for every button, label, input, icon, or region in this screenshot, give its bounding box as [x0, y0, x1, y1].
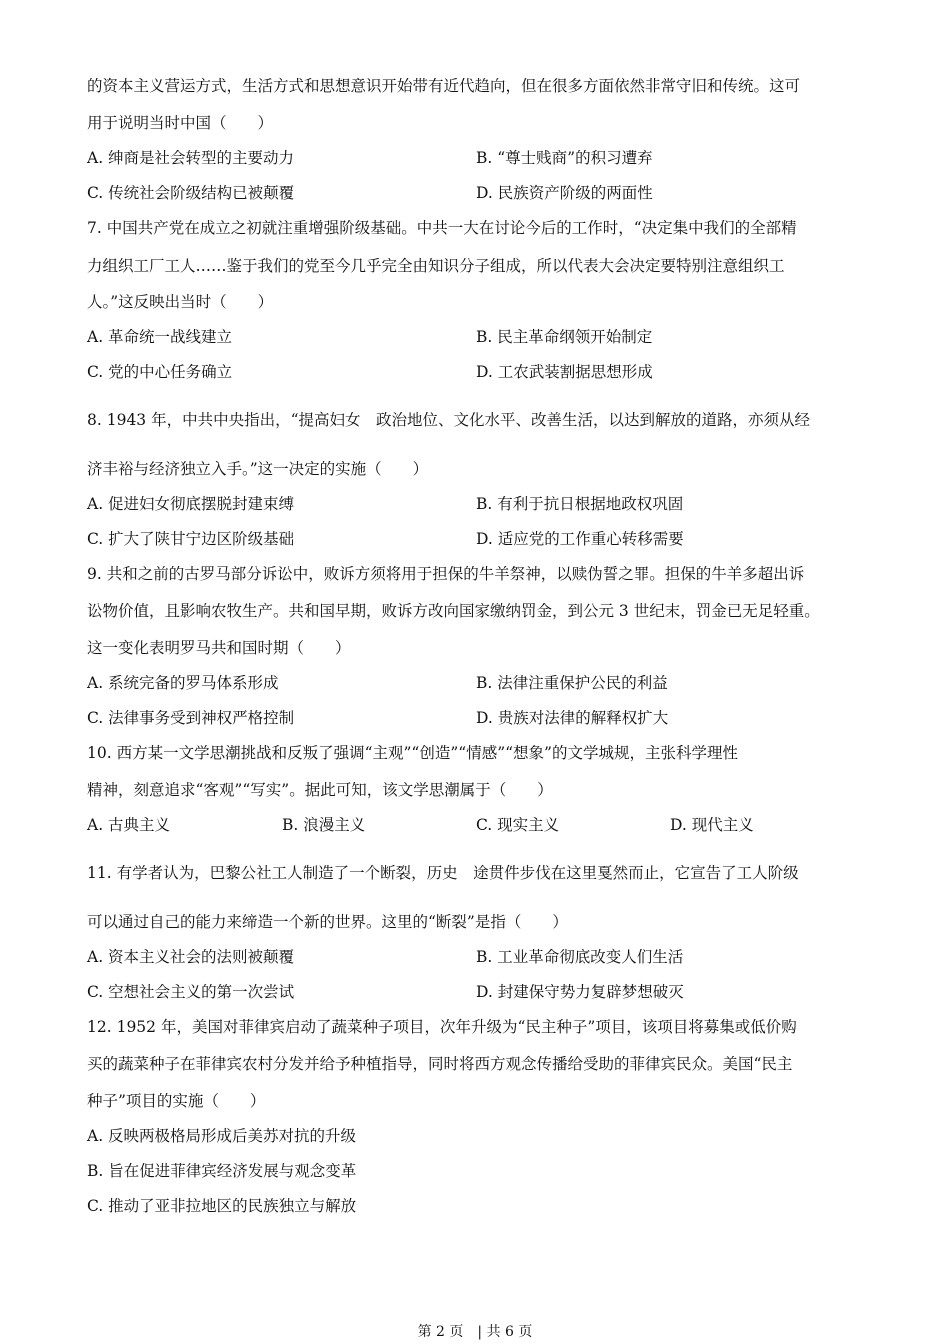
q12-option-b: B. 旨在促进菲律宾经济发展与观念变革 — [87, 1162, 357, 1180]
q6-stem-line-1: 的资本主义营运方式，生活方式和思想意识开始带有近代趋向，但在很多方面依然非常守旧和传统。这可 — [87, 77, 801, 95]
q6-stem-line-2: 用于说明当时中国（ ） — [87, 114, 274, 132]
q12-stem-line-3: 种子”项目的实施（ ） — [87, 1092, 266, 1110]
q7-option-a: A. 革命统一战线建立 — [87, 328, 233, 346]
q8-stem-line-1: 8. 1943 年，中共中央指出，“提高妇女 政治地位、文化水平、改善生活，以达到解放的道路，亦须从经 — [87, 411, 811, 429]
q10-option-a: A. 古典主义 — [87, 816, 171, 834]
q7-stem-line-3: 人。”这反映出当时（ ） — [87, 293, 274, 311]
q8-stem-line-2: 济丰裕与经济独立入手。”这一决定的实施（ ） — [87, 460, 429, 478]
q11-option-d: D. 封建保守势力复辟梦想破灭 — [476, 983, 684, 1001]
q7-option-c: C. 党的中心任务确立 — [87, 363, 233, 381]
q11-stem-line-2: 可以通过自己的能力来缔造一个新的世界。这里的“断裂”是指（ ） — [87, 913, 568, 931]
q6-option-a: A. 绅商是社会转型的主要动力 — [87, 149, 295, 167]
q6-option-c: C. 传统社会阶级结构已被颠覆 — [87, 184, 295, 202]
q10-option-c: C. 现实主义 — [476, 816, 560, 834]
q10-option-b: B. 浪漫主义 — [282, 816, 366, 834]
q10-option-d: D. 现代主义 — [670, 816, 754, 834]
q9-option-a: A. 系统完备的罗马体系形成 — [87, 674, 279, 692]
q8-option-a: A. 促进妇女彻底摆脱封建束缚 — [87, 495, 295, 513]
q9-option-c: C. 法律事务受到神权严格控制 — [87, 709, 295, 727]
q6-option-b: B. “尊士贱商”的积习遭弃 — [476, 149, 653, 167]
q7-option-d: D. 工农武装割据思想形成 — [476, 363, 653, 381]
q12-stem-line-1: 12. 1952 年，美国对菲律宾启动了蔬菜种子项目，次年升级为“民主种子”项目，该项目将募集或低价购 — [87, 1018, 797, 1036]
q7-option-b: B. 民主革命纲领开始制定 — [476, 328, 653, 346]
q9-option-b: B. 法律注重保护公民的利益 — [476, 674, 668, 692]
q9-option-d: D. 贵族对法律的解释权扩大 — [476, 709, 669, 727]
q11-option-c: C. 空想社会主义的第一次尝试 — [87, 983, 295, 1001]
q12-option-c: C. 推动了亚非拉地区的民族独立与解放 — [87, 1197, 357, 1215]
q8-option-b: B. 有利于抗日根据地政权巩固 — [476, 495, 684, 513]
q9-stem-line-2: 讼物价值，且影响农牧生产。共和国早期，败诉方改向国家缴纳罚金，到公元 3 世纪末，罚金已无足轻重。 — [87, 602, 820, 620]
q11-option-b: B. 工业革命彻底改变人们生活 — [476, 948, 684, 966]
page-footer: 第 2 页 | 共 6 页 — [417, 1324, 533, 1340]
q12-stem-line-2: 买的蔬菜种子在菲律宾农村分发并给予种植指导，同时将西方观念传播给受助的菲律宾民众。美国“民主 — [87, 1055, 793, 1073]
q7-stem-line-2: 力组织工厂工人……鉴于我们的党至今几乎完全由知识分子组成，所以代表大会决定要特别注意组织工 — [87, 257, 785, 275]
q11-stem-line-1: 11. 有学者认为，巴黎公社工人制造了一个断裂，历史 途贯件步伐在这里戛然而止，它宣告了工人阶级 — [87, 864, 799, 882]
q8-option-c: C. 扩大了陕甘宁边区阶级基础 — [87, 530, 295, 548]
q9-stem-line-1: 9. 共和之前的古罗马部分诉讼中，败诉方须将用于担保的牛羊祭神，以赎伪誓之罪。担保的牛羊多超出诉 — [87, 565, 805, 583]
q11-option-a: A. 资本主义社会的法则被颠覆 — [87, 948, 295, 966]
q12-option-a: A. 反映两极格局形成后美苏对抗的升级 — [87, 1127, 357, 1145]
q10-stem-line-1: 10. 西方某一文学思潮挑战和反叛了强调“主观”“创造”“情感”“想象”的文学城规，主张科学理性 — [87, 744, 738, 762]
q6-option-d: D. 民族资产阶级的两面性 — [476, 184, 653, 202]
q10-stem-line-2: 精神，刻意追求“客观”“写实”。据此可知，该文学思潮属于（ ） — [87, 781, 553, 799]
q7-stem-line-1: 7. 中国共产党在成立之初就注重增强阶级基础。中共一大在讨论今后的工作时，“决定集中我们的全部精 — [87, 219, 797, 237]
q8-option-d: D. 适应党的工作重心转移需要 — [476, 530, 684, 548]
q9-stem-line-3: 这一变化表明罗马共和国时期（ ） — [87, 639, 351, 657]
